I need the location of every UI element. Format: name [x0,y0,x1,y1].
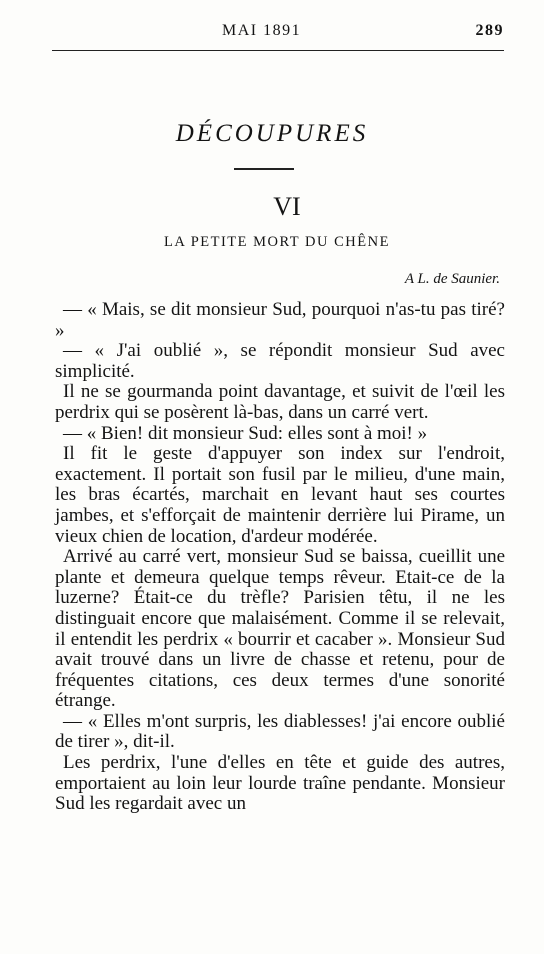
header-rule [52,50,504,51]
title-rule [234,168,294,170]
story-title: LA PETITE MORT DU CHÊNE [164,234,390,250]
body-text [55,300,505,815]
paragraph: — « Mais, se dit monsieur Sud, pourquoi n'as-tu pas tiré? » [55,299,505,341]
paragraph: — « Bien! dit monsieur Sud: elles sont à moi! » [63,422,428,444]
section-title: DÉCOUPURES [175,120,369,147]
paragraph: — « Elles m'ont surpris, les diablesses! j'ai encore oublié de tirer », dit-il. [55,710,505,753]
paragraph: — « J'ai oublié », se répondit monsieur Sud avec simplicité. [55,340,505,382]
running-header [52,22,504,46]
paragraph: Il fit le geste d'appuyer son index sur l'endroit, exactement. Il portait son fusil par le milieu, d'une main, les bras écartés, marchait en levant haut ses courtes jambes, et s'efforçait de maintenir derrière lui Pirame, un vieux chien de location, d'ardeur modérée. [55,443,505,547]
chapter-number: VI [273,192,301,221]
paragraph: Il ne se gourmanda point davantage, et suivit de l'œil les perdrix qui se posèrent là-bas, dans un carré vert. [55,381,505,423]
dedication: A L. de Saunier. [404,271,500,287]
paragraph: Les perdrix, l'une d'elles en tête et guide des autres, emportaient au loin leur lourde traîne pendante. Monsieur Sud les regardait avec un [55,752,505,815]
page-number: 289 [475,22,504,39]
paragraph: Arrivé au carré vert, monsieur Sud se baissa, cueillit une plante et demeura quelque temps rêveur. Etait-ce de la luzerne? Était-ce du trèfle? Parisien têtu, il ne les distinguait encore que malaisément. Comme il se relevait, il entendit les perdrix « bourrir et cacaber ». Monsieur Sud avait trouvé dans un livre de chasse et retenu, pour de fréquentes citations, ces deux termes d'une sonorité étrange. [55,546,505,712]
header-title: MAI 1891 [222,22,302,39]
